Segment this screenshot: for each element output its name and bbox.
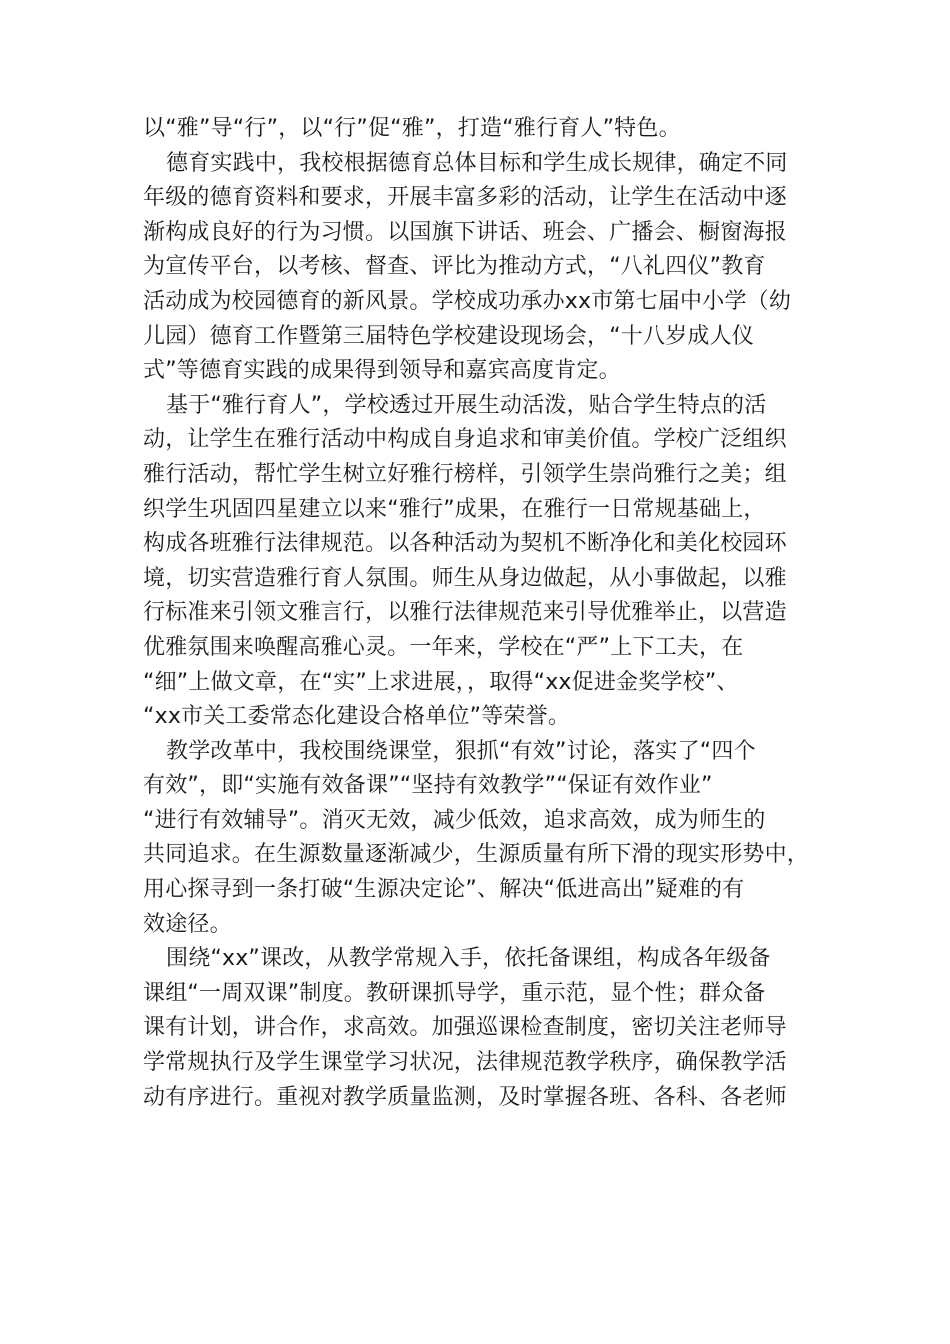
text-line: 有效”，即“实施有效备课”“坚持有效教学”“保证有效作业” xyxy=(143,773,713,799)
paragraph-start-line: 基于“雅行育人”，学校透过开展生动活泼，贴合学生特点的活 xyxy=(166,392,767,418)
text-line: 活动成为校园德育的新风景。学校成功承办xx市第七届中小学（幼 xyxy=(143,288,792,314)
text-line: 课有计划，讲合作，求高效。加强巡课检查制度，密切关注老师导 xyxy=(143,1015,787,1041)
text-line: 动有序进行。重视对教学质量监测，及时掌握各班、各科、各老师 xyxy=(143,1084,787,1110)
text-line: 课组“一周双课”制度。教研课抓导学，重示范，显个性；群众备 xyxy=(143,980,766,1006)
paragraph-start-line: 教学改革中，我校围绕课堂，狠抓“有效”讨论，落实了“四个 xyxy=(166,738,756,764)
text-line: 境，切实营造雅行育人氛围。师生从身边做起，从小事做起，以雅 xyxy=(143,565,787,591)
text-line: 为宣传平台，以考核、督查、评比为推动方式，“八礼四仪”教育 xyxy=(143,254,766,280)
text-line: 优雅氛围来唤醒高雅心灵。一年来，学校在“严”上下工夫，在 xyxy=(143,634,744,660)
text-line: 儿园）德育工作暨第三届特色学校建设现场会，“十八岁成人仪 xyxy=(143,323,754,349)
text-line: 渐构成良好的行为习惯。以国旗下讲话、班会、广播会、橱窗海报 xyxy=(143,219,787,245)
text-line: “进行有效辅导”。消灭无效，减少低效，追求高效，成为师生的 xyxy=(143,807,766,833)
text-line: 雅行活动，帮忙学生树立好雅行榜样，引领学生崇尚雅行之美；组 xyxy=(143,461,787,487)
text-line: 共同追求。在生源数量逐渐减少，生源质量有所下滑的现实形势中， xyxy=(143,842,810,868)
text-line: 行标准来引领文雅言行，以雅行法律规范来引导优雅举止，以营造 xyxy=(143,600,787,626)
text-line: 效途径。 xyxy=(143,911,232,937)
text-line: “xx市关工委常态化建设合格单位”等荣誉。 xyxy=(143,704,571,730)
text-line: 年级的德育资料和要求，开展丰富多彩的活动，让学生在活动中逐 xyxy=(143,185,787,211)
paragraph-start-line: 围绕“xx”课改，从教学常规入手，依托备课组，构成各年级备 xyxy=(166,946,771,972)
text-line: 用心探寻到一条打破“生源决定论”、解决“低进高出”疑难的有 xyxy=(143,877,745,903)
paragraph-start-line: 德育实践中，我校根据德育总体目标和学生成长规律，确定不同 xyxy=(166,150,788,176)
text-line: 动，让学生在雅行活动中构成自身追求和审美价值。学校广泛组织 xyxy=(143,427,787,453)
text-line: 织学生巩固四星建立以来“雅行”成果，在雅行一日常规基础上， xyxy=(143,496,766,522)
text-line: “细”上做文章，在“实”上求进展，，取得“xx促进金奖学校”、 xyxy=(143,669,739,695)
text-line: 以“雅”导“行”，以“行”促“雅”，打造“雅行育人”特色。 xyxy=(143,116,681,141)
body-text xyxy=(143,112,811,1115)
text-line: 式”等德育实践的成果得到领导和嘉宾高度肯定。 xyxy=(143,358,621,384)
text-line: 构成各班雅行法律规范。以各种活动为契机不断净化和美化校园环 xyxy=(143,531,787,557)
text-line: 学常规执行及学生课堂学习状况，法律规范教学秩序，确保教学活 xyxy=(143,1050,787,1076)
